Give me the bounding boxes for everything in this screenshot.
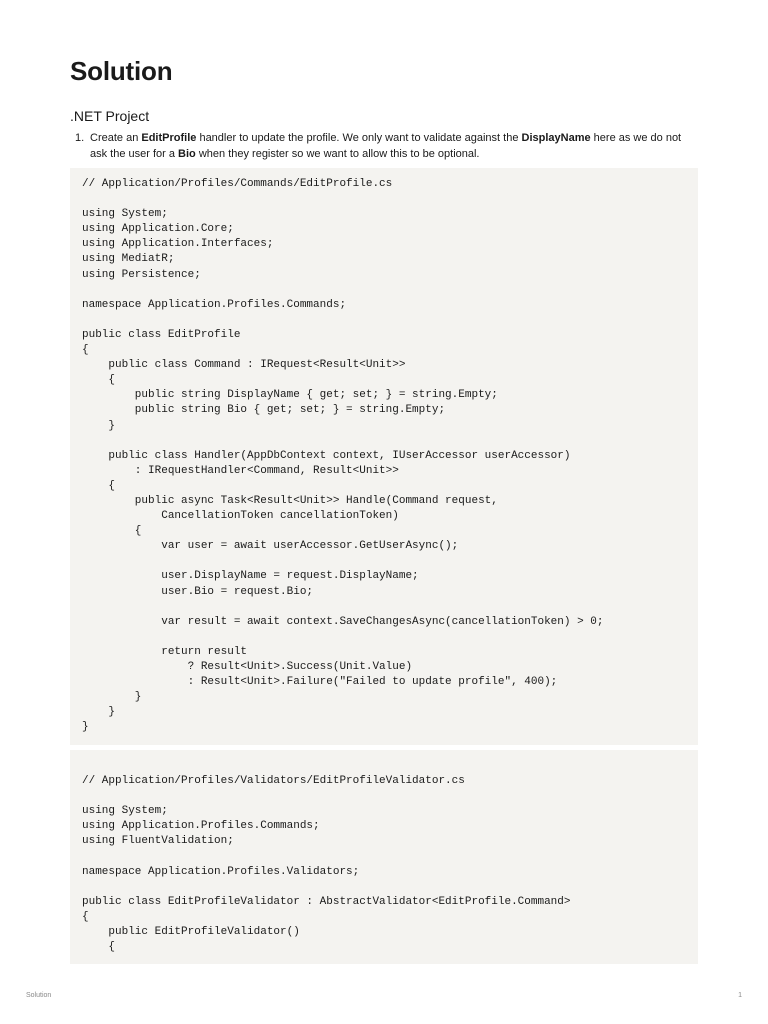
code-line [82, 600, 686, 615]
code-line: var user = await userAccessor.GetUserAsync(); [82, 540, 459, 553]
code-line [82, 434, 686, 449]
code-line [82, 313, 686, 328]
code-line: public EditProfileValidator() [82, 925, 300, 938]
code-line: public string DisplayName { get; set; } = string.Empty; [82, 389, 498, 402]
code-line: public class Handler(AppDbContext context, IUserAccessor userAccessor) [82, 449, 571, 462]
code-line: using FluentValidation; [82, 835, 234, 848]
step-item [70, 131, 700, 162]
step-text [90, 132, 681, 160]
code-line: using Application.Core; [82, 223, 234, 236]
step-text-run: here as we do not ask the user for a [90, 132, 682, 160]
code-line: namespace Application.Profiles.Commands; [82, 298, 347, 311]
code-line: using System; [82, 208, 168, 221]
code-line: : IRequestHandler<Command, Result<Unit>> [82, 464, 399, 477]
step-text-emphasis: DisplayName [521, 132, 591, 144]
code-block-edit-profile [70, 168, 698, 745]
code-line [82, 880, 686, 895]
code-line: using Application.Interfaces; [82, 238, 274, 251]
code-line: CancellationToken cancellationToken) [82, 510, 399, 523]
code-line: } [82, 691, 142, 704]
code-line [82, 630, 686, 645]
code-line [82, 789, 686, 804]
code-line: public class EditProfile [82, 328, 241, 341]
code-line: : Result<Unit>.Failure("Failed to update profile", 400); [82, 676, 558, 689]
code-line: public string Bio { get; set; } = string.Empty; [82, 404, 446, 417]
code-line: return result [82, 645, 248, 658]
code-line [82, 192, 686, 207]
code-line: using Persistence; [82, 268, 201, 281]
code-line: } [82, 706, 116, 719]
code-line: { [82, 344, 89, 357]
code-line [82, 849, 686, 864]
step-text-run: when they register so we want to allow this to be optional. [195, 147, 480, 160]
page-number: 1 [738, 992, 742, 999]
section-heading: .NET Project [70, 108, 150, 124]
step-text-emphasis: Bio [178, 147, 196, 160]
code-line: } [82, 419, 116, 432]
code-line: using MediatR; [82, 253, 175, 266]
code-line: { [82, 525, 142, 538]
code-line: public async Task<Result<Unit>> Handle(Command request, [82, 494, 498, 507]
step-number: 1. [75, 132, 85, 144]
code-line [82, 283, 686, 298]
code-line: namespace Application.Profiles.Validators; [82, 865, 360, 878]
footer-label: Solution [26, 992, 52, 999]
code-line: public class Command : IRequest<Result<Unit>> [82, 359, 406, 372]
code-line [82, 554, 686, 569]
step-text-run: Create an [90, 132, 142, 144]
step-text-run: handler to update the profile. We only want to validate against the [196, 132, 522, 144]
code-line: using System; [82, 805, 168, 818]
code-line: } [82, 721, 89, 734]
step-text-emphasis: EditProfile [141, 132, 197, 144]
code-block-edit-profile-validator [70, 750, 698, 964]
code-line: user.Bio = request.Bio; [82, 585, 314, 598]
code-line: { [82, 374, 116, 387]
code-line: user.DisplayName = request.DisplayName; [82, 570, 419, 583]
code-line: // Application/Profiles/Validators/EditProfileValidator.cs [82, 775, 465, 787]
code-line: ? Result<Unit>.Success(Unit.Value) [82, 661, 413, 673]
code-line: { [82, 910, 89, 923]
code-line: { [82, 941, 116, 954]
code-line: var result = await context.SaveChangesAsync(cancellationToken) > 0; [82, 615, 604, 628]
code-line: using Application.Profiles.Commands; [82, 820, 320, 833]
page-title: Solution [70, 56, 173, 86]
code-line: public class EditProfileValidator : AbstractValidator<EditProfile.Command> [82, 895, 571, 908]
code-line: { [82, 479, 116, 492]
code-line: // Application/Profiles/Commands/EditProfile.cs [82, 178, 393, 190]
step-list [70, 131, 700, 162]
